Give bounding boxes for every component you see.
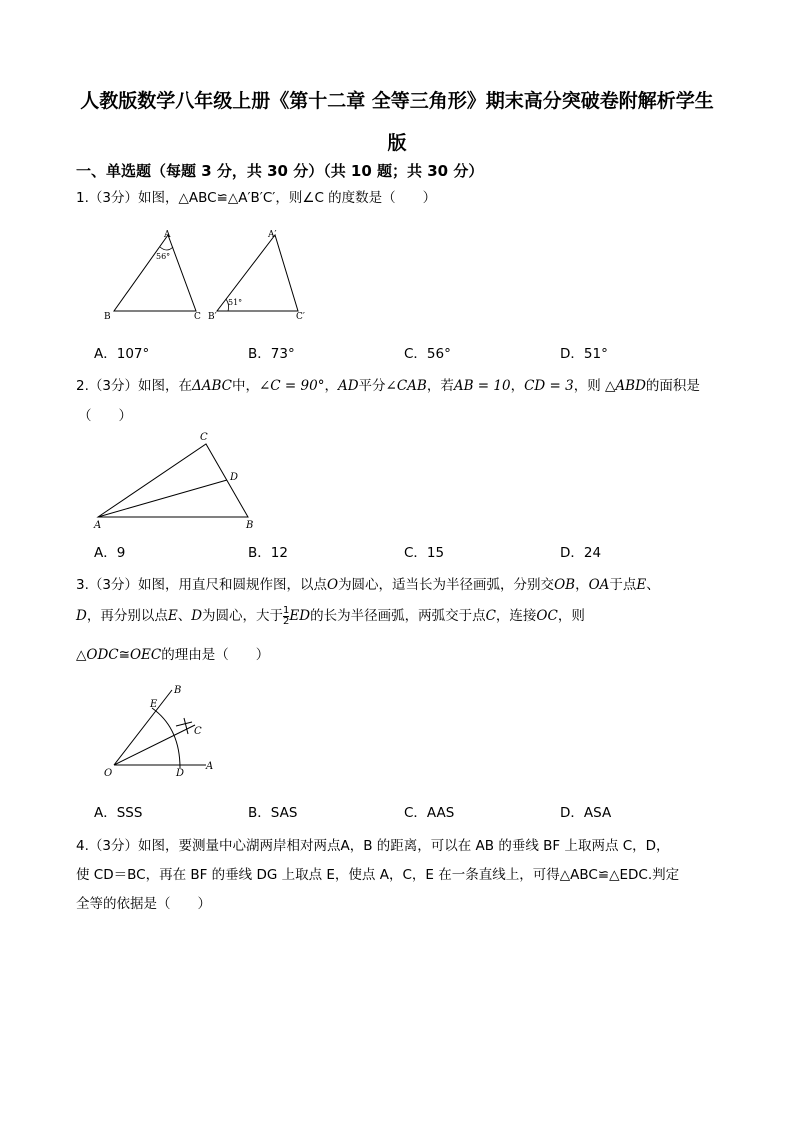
- q2-label-A: A: [94, 520, 102, 531]
- question-3-line-2: D，再分别以点E、D为圆心，大于 $\frac{1}{2}$ ED的长为半径画弧，两弧交于点C，连接OC，则: [76, 604, 585, 627]
- q1-label-A-prime: A′: [268, 230, 277, 240]
- q1-label-C: C: [194, 312, 201, 322]
- question-1-figure: [100, 225, 320, 325]
- q1-option-b: B．73°: [248, 346, 295, 362]
- q3-label-O: O: [104, 768, 113, 779]
- page-title-continued: 版: [387, 132, 407, 154]
- q3-label-C: C: [194, 726, 202, 737]
- q1-label-B-prime: B′: [208, 312, 217, 322]
- question-2-paren: （ ）: [78, 408, 132, 424]
- question-4-line-1: 4.（3分）如图，要测量中心湖两岸相对两点A，B 的距离，可以在 AB 的垂线 BF 上取两点 C，D，: [76, 838, 670, 854]
- fraction-one-half: $\frac{1}{2}$: [283, 604, 290, 627]
- q1-label-A: A: [164, 230, 171, 240]
- question-2-figure: [90, 428, 270, 532]
- q3-label-E: E: [150, 699, 158, 710]
- question-3-figure: [100, 680, 230, 780]
- q1-option-c: C．56°: [404, 346, 451, 362]
- question-3-line-1: 3.（3分）如图，用直尺和圆规作图，以点O为圆心，适当长为半径画弧，分别交OB，OA于点E、: [76, 577, 660, 593]
- q2-label-C: C: [200, 432, 208, 443]
- q3-option-a: A．SSS: [94, 805, 143, 821]
- question-2-text: 2.（3分）如图，在ΔABC中，∠C = 90°，AD平分∠CAB，若AB = 10，CD = 3，则 △ABD的面积是: [76, 378, 700, 394]
- page-title: 人教版数学八年级上册《第十二章 全等三角形》期末高分突破卷附解析学生: [80, 90, 714, 112]
- q3-option-b: B．SAS: [248, 805, 298, 821]
- q2-label-D: D: [230, 472, 239, 483]
- q3-label-A: A: [206, 761, 214, 772]
- section-heading: 一、单选题（每题 3 分，共 30 分）（共 10 题；共 30 分）: [76, 162, 484, 180]
- q1-label-C-prime: C′: [296, 312, 305, 322]
- q1-option-a: A．107°: [94, 346, 150, 362]
- question-4-line-3: 全等的依据是（ ）: [76, 896, 211, 912]
- q2-option-a: A．9: [94, 545, 126, 561]
- q3-label-B: B: [174, 685, 182, 696]
- q1-angle-A: 56°: [156, 252, 171, 261]
- q2-option-c: C．15: [404, 545, 445, 561]
- q1-label-B: B: [104, 312, 111, 322]
- q1-option-d: D．51°: [560, 346, 608, 362]
- question-3-line-3: △ODC≅OEC的理由是（ ）: [76, 647, 270, 663]
- q3-option-d: D．ASA: [560, 805, 612, 821]
- question-1-text: 1.（3分）如图，△ABC≌△A′B′C′，则∠C 的度数是（ ）: [76, 190, 437, 206]
- q2-option-d: D．24: [560, 545, 602, 561]
- q2-option-b: B．12: [248, 545, 288, 561]
- question-4-line-2: 使 CD＝BC，再在 BF 的垂线 DG 上取点 E，使点 A，C，E 在一条直线上，可得△ABC≌△EDC.判定: [76, 867, 680, 883]
- q3-label-D: D: [176, 768, 185, 779]
- q2-label-B: B: [246, 520, 254, 531]
- q1-angle-B-prime: 51°: [228, 298, 243, 307]
- q3-option-c: C．AAS: [404, 805, 455, 821]
